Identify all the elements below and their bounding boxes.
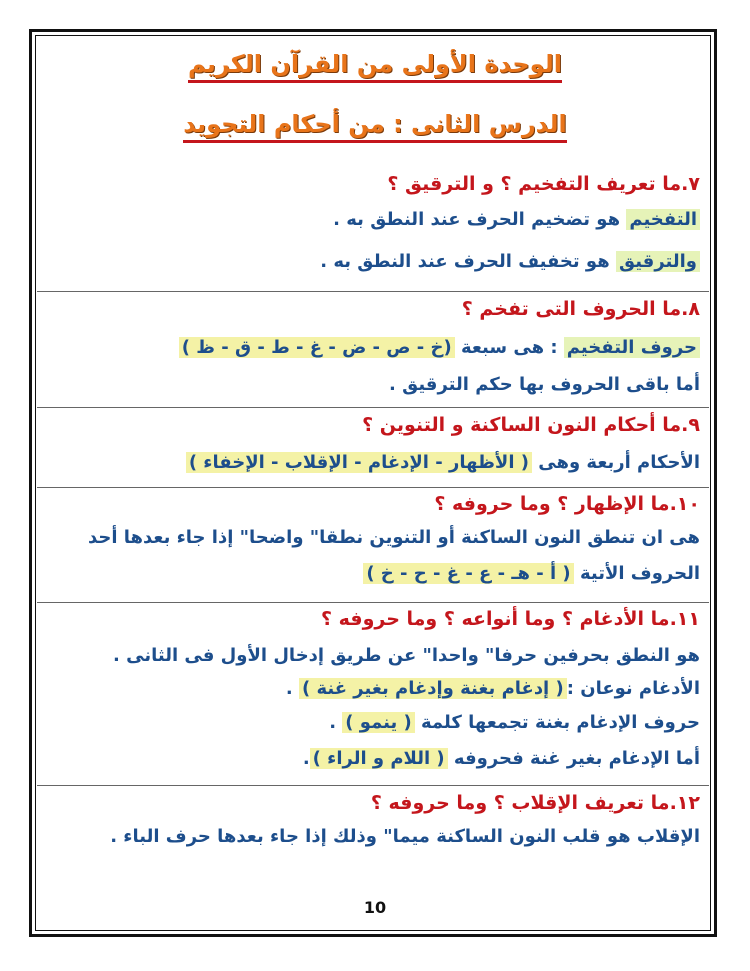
question-12: ١٢.ما تعريف الإقلاب ؟ وما حروفه ؟ bbox=[370, 792, 700, 814]
answer-9-line-1: الأحكام أربعة وهى ( الأظهار - الإدغام - الإقلاب - الإخفاء ) bbox=[186, 452, 700, 473]
divider bbox=[37, 602, 709, 603]
answer-7-line-1: التفخيم هو تضخيم الحرف عند النطق به . bbox=[333, 209, 700, 230]
question-10: ١٠.ما الإظهار ؟ وما حروفه ؟ bbox=[434, 493, 700, 515]
question-7: ٧.ما تعريف التفخيم ؟ و الترقيق ؟ bbox=[387, 173, 700, 195]
answer-12-line-1: الإقلاب هو قلب النون الساكنة ميما" وذلك إذا جاء بعدها حرف الباء . bbox=[110, 826, 700, 847]
answer-11-line-3: حروف الإدغام بغنة تجمعها كلمة ( ينمو ) . bbox=[329, 712, 700, 733]
answer-11-line-4: أما الإدغام بغير غنة فحروفه ( اللام و الراء ). bbox=[302, 748, 700, 769]
answer-11-line-1: هو النطق بحرفين حرفا" واحدا" عن طريق إدخال الأول فى الثانى . bbox=[113, 645, 700, 666]
divider bbox=[37, 785, 709, 786]
lesson-title: الدرس الثانى : من أحكام التجويد bbox=[0, 110, 750, 138]
unit-title: الوحدة الأولى من القرآن الكريم bbox=[0, 50, 750, 78]
question-11: ١١.ما الأدغام ؟ وما أنواعه ؟ وما حروفه ؟ bbox=[320, 608, 700, 630]
answer-11-line-2: الأدغام نوعان :( إدغام بغنة وإدغام بغير غنة ) . bbox=[285, 678, 700, 699]
question-9: ٩.ما أحكام النون الساكنة و التنوين ؟ bbox=[362, 414, 700, 436]
question-8: ٨.ما الحروف التى تفخم ؟ bbox=[461, 298, 700, 320]
divider bbox=[37, 407, 709, 408]
answer-10-line-1: هى ان تنطق النون الساكنة أو التنوين نطقا" واضحا" إذا جاء بعدها أحد bbox=[87, 527, 700, 548]
divider bbox=[37, 291, 709, 292]
page-number: 10 bbox=[363, 898, 387, 917]
divider bbox=[37, 487, 709, 488]
answer-10-line-2: الحروف الأتية ( أ - هـ - ع - غ - ح - خ ) bbox=[363, 563, 700, 584]
answer-7-line-2: والترقيق هو تخفيف الحرف عند النطق به . bbox=[320, 251, 700, 272]
answer-8-line-2: أما باقى الحروف بها حكم الترقيق . bbox=[388, 374, 700, 395]
answer-8-line-1: حروف التفخيم : هى سبعة (خ - ص - ض - غ - ط - ق - ظ ) bbox=[179, 337, 700, 358]
